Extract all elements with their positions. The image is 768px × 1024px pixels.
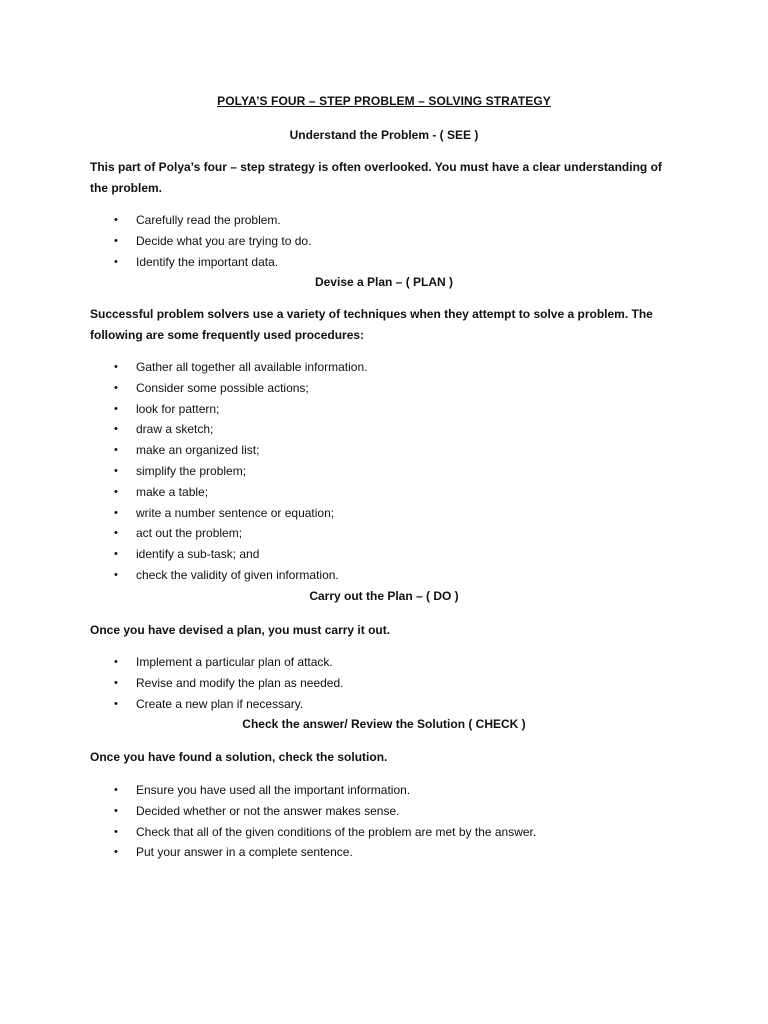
list-item-text: Gather all together all available information. <box>136 360 368 374</box>
bullet-icon: • <box>114 423 118 436</box>
bullet-icon: • <box>114 485 118 498</box>
section-heading-check: Check the answer/ Review the Solution ( CHECK ) <box>242 717 526 731</box>
bullet-list-check <box>114 780 536 863</box>
list-item <box>114 357 367 378</box>
list-item <box>114 673 343 694</box>
section-heading-understand: Understand the Problem - ( SEE ) <box>289 128 479 142</box>
bullet-icon: • <box>114 381 118 394</box>
bullet-icon: • <box>114 697 118 710</box>
list-item <box>114 523 367 544</box>
bullet-icon: • <box>114 568 118 581</box>
list-item <box>114 482 367 503</box>
list-item <box>114 503 367 524</box>
list-item-text: Create a new plan if necessary. <box>136 696 304 711</box>
list-item <box>114 399 367 420</box>
list-item <box>114 461 367 482</box>
bullet-icon: • <box>114 361 118 373</box>
list-item-text: look for pattern; <box>136 401 220 416</box>
list-item <box>114 544 367 565</box>
list-item <box>114 694 343 715</box>
bullet-icon: • <box>114 444 118 457</box>
bullet-icon: • <box>114 825 118 838</box>
bullet-icon: • <box>114 234 118 247</box>
list-item <box>114 842 536 863</box>
bullet-icon: • <box>114 784 118 796</box>
list-item-text: make an organized list; <box>136 443 260 458</box>
list-item <box>114 378 367 399</box>
section-heading-do: Carry out the Plan – ( DO ) <box>309 589 459 603</box>
list-item <box>114 652 343 673</box>
list-item-text: Put your answer in a complete sentence. <box>136 845 353 860</box>
section-intro-check: Once you have found a solution, check the solution. <box>90 750 388 764</box>
bullet-icon: • <box>114 464 118 477</box>
list-item <box>114 252 311 273</box>
bullet-list-plan <box>114 357 367 586</box>
list-item <box>114 780 536 801</box>
list-item-text: Decided whether or not the answer makes sense. <box>136 803 400 818</box>
list-item-text: Consider some possible actions; <box>136 380 309 395</box>
list-item <box>114 801 536 822</box>
bullet-icon: • <box>114 548 118 561</box>
list-item <box>114 210 311 231</box>
list-item-text: make a table; <box>136 484 209 499</box>
list-item-text: Check that all of the given conditions of the problem are met by the answer. <box>136 824 537 839</box>
list-item-text: check the validity of given information. <box>136 567 339 582</box>
bullet-icon: • <box>114 656 118 668</box>
list-item <box>114 565 367 586</box>
section-intro-understand: This part of Polya’s four – step strategy is often overlooked. You must have a clear understanding of the problem. <box>90 160 662 195</box>
section-intro-do: Once you have devised a plan, you must carry it out. <box>90 623 391 637</box>
list-item-text: Implement a particular plan of attack. <box>136 655 333 669</box>
bullet-list-understand <box>114 210 311 272</box>
list-item-text: Carefully read the problem. <box>136 213 281 227</box>
list-item-text: Decide what you are trying to do. <box>136 233 312 248</box>
list-item-text: act out the problem; <box>136 526 243 541</box>
list-item-text: write a number sentence or equation; <box>136 505 335 520</box>
list-item-text: identify a sub-task; and <box>136 547 260 562</box>
list-item-text: Revise and modify the plan as needed. <box>136 675 344 690</box>
bullet-icon: • <box>114 676 118 689</box>
section-heading-plan: Devise a Plan – ( PLAN ) <box>314 275 454 289</box>
list-item-text: Ensure you have used all the important information. <box>136 783 411 797</box>
bullet-icon: • <box>114 255 118 268</box>
list-item <box>114 419 367 440</box>
bullet-icon: • <box>114 527 118 540</box>
bullet-icon: • <box>114 402 118 415</box>
list-item-text: draw a sketch; <box>136 422 214 437</box>
section-intro-plan: Successful problem solvers use a variety of techniques when they attempt to solve a problem. The following are some frequently used procedures: <box>90 307 653 342</box>
bullet-icon: • <box>114 804 118 817</box>
list-item <box>114 440 367 461</box>
list-item <box>114 822 536 843</box>
list-item-text: simplify the problem; <box>136 463 247 478</box>
document-title: POLYA’S FOUR – STEP PROBLEM – SOLVING STRATEGY <box>217 94 551 108</box>
bullet-icon: • <box>114 846 118 859</box>
bullet-list-do <box>114 652 343 714</box>
list-item <box>114 231 311 252</box>
list-item-text: Identify the important data. <box>136 254 279 269</box>
bullet-icon: • <box>114 214 118 226</box>
bullet-icon: • <box>114 506 118 519</box>
